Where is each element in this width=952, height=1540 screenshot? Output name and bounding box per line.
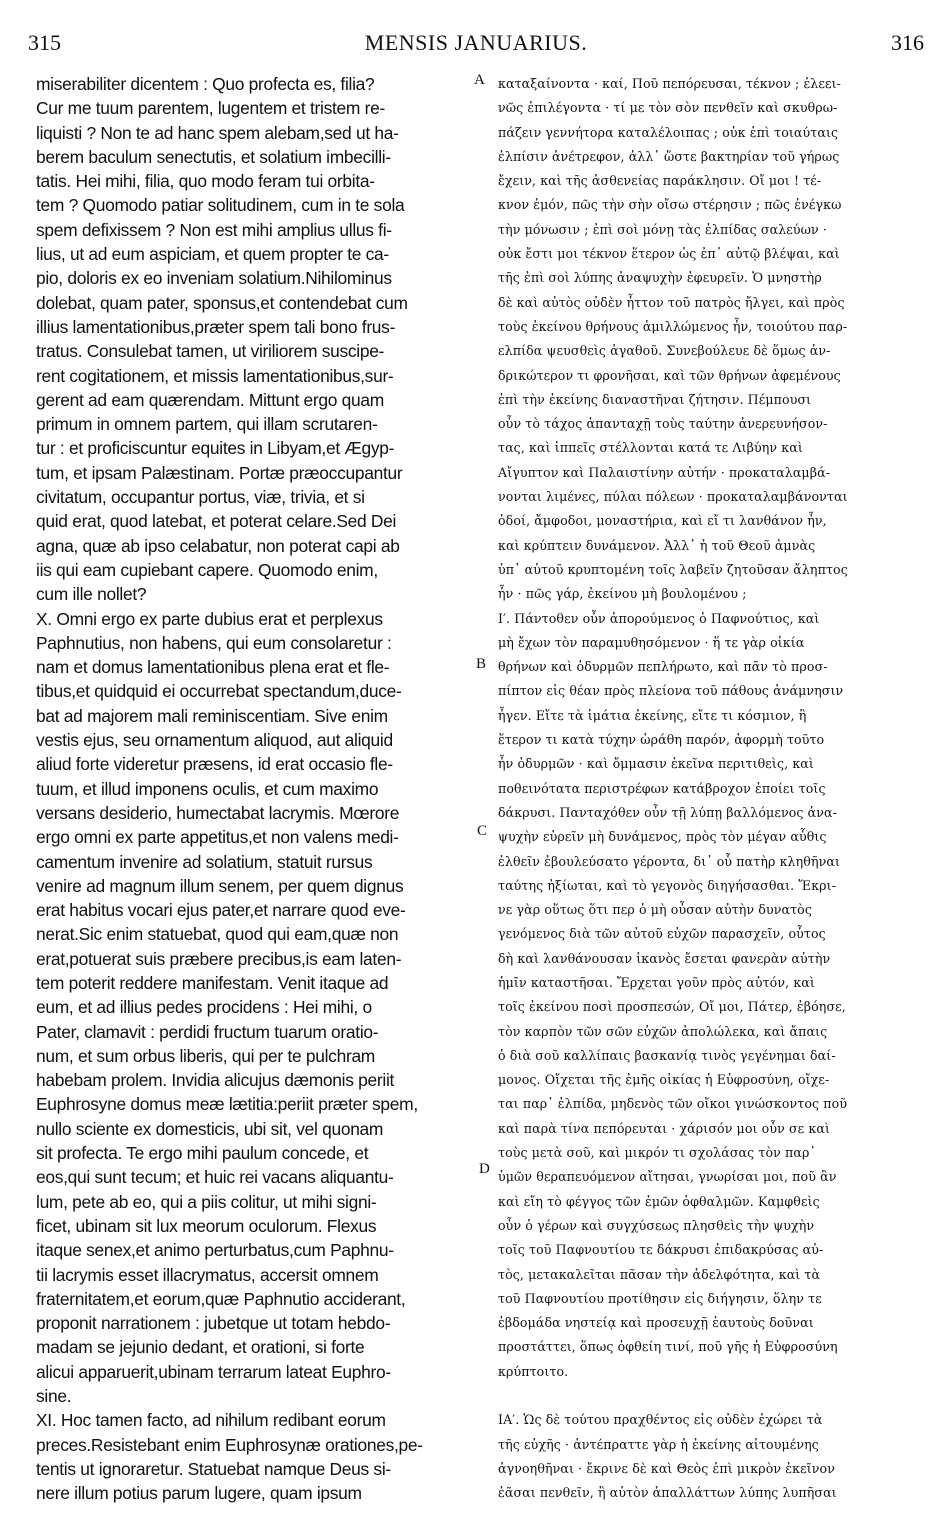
latin-text-line: lius, ut ad eum aspiciam, et quem propter te ca- xyxy=(36,244,389,265)
latin-text-line: fraternitatem,et eorum,quæ Paphnutio acciderant, xyxy=(36,1288,406,1309)
latin-text-line: agna, quæ ab ipso celabatur, non poterat capi ab xyxy=(36,535,400,556)
latin-text-line: cum ille nollet? xyxy=(36,584,147,605)
greek-text-line: τοὺς ἐκείνου θρήνους ἁμιλλώμενος ἦν, τοιούτου παρ- xyxy=(498,318,848,334)
section-marker-b: B xyxy=(476,656,487,672)
greek-text-line xyxy=(498,1384,924,1408)
latin-text-line: tatis. Hei mihi, filia, quo modo feram tui orbita- xyxy=(36,171,375,192)
page-number-left: 315 xyxy=(28,30,61,55)
greek-text-line: τὸς, μετακαλεῖται πᾶσαν τὴν ἀδελφότητα, καὶ τὰ xyxy=(498,1266,821,1282)
latin-text-line: erat habitus vocari ejus pater,et narrare quod eve- xyxy=(36,900,406,921)
greek-text-line: καὶ κρύπτειν δυνάμενον. Ἀλλ᾽ ἡ τοῦ Θεοῦ ἀμνὰς xyxy=(498,537,816,553)
latin-column xyxy=(36,72,473,1506)
latin-text-line: nam et domus lamentationibus plena erat et fle- xyxy=(36,657,390,678)
greek-text-line: τοῖς τοῦ Παφνουτίου τε δάκρυσι ἐπιδακρύσας αὐ- xyxy=(498,1242,824,1258)
greek-text-line: ἐᾶσαι πενθεῖν, ἢ αὐτὸν ἀπαλλάττων λύπης λυπῆσαι xyxy=(498,1485,837,1501)
latin-text-line: madam se jejunio dedant, et orationi, si forte xyxy=(36,1337,365,1358)
latin-text-line: itaque senex,et animo perturbatus,cum Paphnu- xyxy=(36,1240,394,1261)
greek-text-line: δὴ καὶ λανθάνουσαν ἱκανὸς ἔσεται φανερὰν αὐτὴν xyxy=(498,950,831,966)
greek-text-line: καὶ παρὰ τίνα πεπόρευται · χάρισόν μοι οὖν σε καὶ xyxy=(498,1120,830,1136)
latin-text-line: miserabiliter dicentem : Quo profecta es, filia? xyxy=(36,74,375,94)
latin-text-line: primum in omnem partem, qui illam scrutaren- xyxy=(36,414,378,435)
greek-text-line: ὑπ᾽ αὐτοῦ κρυπτομένη τοῖς λαβεῖν ζητοῦσαν ἄληπτος xyxy=(498,561,848,577)
greek-text-line: τῆς εὐχῆς · ἀντέπραττε γὰρ ἡ ἐκείνης αἰτουμένης xyxy=(498,1436,819,1452)
latin-text-line: alicui apparuerit,ubinam terrarum lateat Euphro- xyxy=(36,1361,391,1382)
greek-text-line: καταξαίνοντα · καί, Ποῦ πεπόρευσαι, τέκνον ; ἐλεει- xyxy=(498,76,842,91)
greek-text-line: ἦν · πῶς γάρ, ἐκείνου μὴ βουλομένου ; xyxy=(498,586,747,602)
greek-text-line: νονται λιμένες, πύλαι πόλεων · προκαταλαμβάνονται xyxy=(498,489,848,505)
latin-text-line: tratus. Consulebat tamen, ut viriliorem suscipe- xyxy=(36,341,385,362)
latin-text-line: tem poterit reddere manifestam. Venit itaque ad xyxy=(36,972,389,993)
greek-text-line: ἑβδομάδα νηστείᾳ καὶ προσευχῇ ἑαυτοὺς δοῦναι xyxy=(498,1315,814,1331)
latin-text-line: Paphnutius, non habens, qui eum consolaretur : xyxy=(36,632,392,653)
latin-text-line: nere illum potius parum lugere, quam ipsum xyxy=(36,1483,362,1504)
latin-text-line: venire ad magnum illum senem, per quem dignus xyxy=(36,875,404,896)
latin-text-line: civitatum, occupantur portus, viæ, trivia, et si xyxy=(36,487,365,508)
greek-text-line: μὴ ἔχων τὸν παραμυθησόμενον · ἥ τε γὰρ οἰκία xyxy=(498,634,805,650)
greek-text-line: Ι′. Πάντοθεν οὖν ἀπορούμενος ὁ Παφνούτιος, καὶ xyxy=(498,610,820,626)
greek-text-line: καὶ εἴη τὸ φέγγος τῶν ἐμῶν ὀφθαλμῶν. Καμφθεὶς xyxy=(498,1193,820,1209)
latin-text-line: tur : et proficiscuntur equites in Libyam,et Ægyp- xyxy=(36,438,395,459)
greek-text-line: ὑμῶν θεραπευόμενον αἴτησαι, γνωρίσαι μοι, ποῦ ἂν xyxy=(498,1169,837,1185)
greek-text-line: τῆς ἐπὶ σοὶ λύπης ἀναψυχὴν ἐφευρεῖν. Ὁ μνηστὴρ xyxy=(498,270,822,286)
latin-text-line: eos,qui sunt tecum; et huic rei vacans aliquantu- xyxy=(36,1167,394,1188)
page-number-right: 316 xyxy=(891,30,924,55)
greek-text-line: ἕτερον τι κατὰ τύχην ὡράθη παρόν, ἀφορμὴ τοῦτο xyxy=(498,732,825,748)
greek-text-line: τὸν καρπὸν τῶν σῶν εὐχῶν ἀπολώλεκα, καὶ ἄπαις xyxy=(498,1023,828,1039)
latin-text-line: proponit narrationem : jubetque ut totam hebdo- xyxy=(36,1313,391,1334)
greek-text-line: κνον ἐμόν, πῶς τὴν σὴν οἴσω στέρησιν ; πῶς ἐνέγκω xyxy=(498,197,842,213)
greek-text-line: ὁ διὰ σοῦ καλλίπαις βασκανίᾳ τινὸς γεγένημαι δαί- xyxy=(498,1047,836,1063)
latin-text-line: nullo sciente ex domesticis, ubi sit, vel quonam xyxy=(36,1118,384,1139)
greek-text-line: μονος. Οἴχεται τῆς ἐμῆς οἰκίας ἡ Εὐφροσύνη, οἴχε- xyxy=(498,1072,830,1088)
latin-text-line: camentum invenire ad solatium, statuit rursus xyxy=(36,851,373,872)
latin-text-line: sit profecta. Te ergo mihi paulum concede, et xyxy=(36,1143,369,1164)
latin-text-line: rent cogitationem, et missis lamentationibus,sur- xyxy=(36,365,394,386)
greek-text-line: τας, καὶ ἱππεῖς στέλλονται κατά τε Λιβύην καὶ xyxy=(498,440,803,456)
latin-text-line: erat,potuerat suis præbere precibus,is eam laten- xyxy=(36,948,402,969)
latin-text-line: pio, doloris ex eo inveniam solatium.Nihilominus xyxy=(36,268,392,289)
latin-text-line: tibus,et quidquid ei occurrebat spectandum,duce- xyxy=(36,681,402,702)
greek-text-line: ται παρ᾽ ἐλπίδα, μηδενὸς τῶν οἴκοι γινώσκοντος ποῦ xyxy=(498,1096,848,1112)
greek-text-line: τὴν μόνωσιν ; ἐπὶ σοὶ μόνῃ τὰς ἐλπίδας σαλεύων · xyxy=(498,221,827,237)
greek-text-line: τοὺς μετὰ σοῦ, καὶ μικρόν τι σχολάσας τὸν παρ᾽ xyxy=(498,1145,816,1161)
greek-text-line: πίπτον εἰς θέαν πρὸς πλείονα τοῦ πάθους ἀνάμνησιν xyxy=(498,683,844,699)
latin-text-line: nerat.Sic enim statuebat, quod qui eam,quæ non xyxy=(36,924,399,945)
latin-text-line: tum, et ipsam Palæstinam. Portæ præoccupantur xyxy=(36,462,403,483)
section-marker-d: D xyxy=(479,1161,490,1177)
latin-text-line: XI. Hoc tamen facto, ad nihilum redibant eorum xyxy=(36,1410,386,1431)
greek-text-line: νῶς ἐπιλέγοντα · τί με τὸν σὸν πενθεῖν καὶ σκυθρω- xyxy=(498,100,838,116)
latin-text-line: eum, et ad illius pedes procidens : Hei mihi, o xyxy=(36,997,372,1018)
latin-text-line: X. Omni ergo ex parte dubius erat et perplexus xyxy=(36,608,383,629)
latin-text-line: liquisti ? Non te ad hanc spem alebam,sed ut ha- xyxy=(36,122,399,143)
section-marker-a: A xyxy=(474,72,485,88)
greek-text-line: ἦν ὀδυρμῶν · καὶ ὄμμασιν ἐκεῖνα περιτιθεὶς, καὶ xyxy=(498,756,814,772)
greek-text-line: ἀγνοηθῆναι · ἔκρινε δὲ καὶ Θεὸς ἐπὶ μικρὸν ἐκεῖνον xyxy=(498,1460,835,1476)
greek-text-line: δάκρυσι. Πανταχόθεν οὖν τῇ λύπῃ βαλλόμενος ἀνα- xyxy=(498,804,837,820)
latin-text-line: preces.Resistebant enim Euphrosynæ orationes,pe- xyxy=(36,1434,423,1455)
page-header xyxy=(28,30,924,60)
latin-text-line: sine. xyxy=(36,1386,72,1407)
latin-text-line: vestis ejus, seu ornamentum aliquod, aut aliquid xyxy=(36,730,393,751)
latin-text-line: habebam prolem. Invidia alicujus dæmonis periit xyxy=(36,1070,395,1091)
latin-text-line: illius lamentationibus,præter spem tali bono frus- xyxy=(36,316,396,337)
greek-text-line: οὐκ ἔστι μοι τέκνον ἕτερον ὡς ἐπ᾽ αὐτῷ βλέψαι, καὶ xyxy=(498,246,840,262)
latin-text-line: dolebat, quam pater, sponsus,et contendebat cum xyxy=(36,292,408,313)
latin-text-line: tuum, et illud imponens oculis, et cum maximo xyxy=(36,778,379,799)
greek-text-line: ἐλπίσιν ἀνέτρεφον, ἀλλ᾽ ὥστε βακτηρίαν τοῦ γήρως xyxy=(498,148,840,164)
latin-text-line: iis qui eam cupiebant capere. Quomodo enim, xyxy=(36,559,378,580)
latin-text-line: Euphrosyne domus meæ lætitia:periit præter spem, xyxy=(36,1094,418,1115)
greek-text-line: θρήνων καὶ ὀδυρμῶν πεπλήρωτο, καὶ πᾶν τὸ προσ- xyxy=(498,659,828,675)
latin-text-line: ergo omni ex parte appetitus,et non valens medi- xyxy=(36,827,399,848)
latin-text-line: num, et sum orbus liberis, qui per te pulchram xyxy=(36,1045,375,1066)
greek-text-line: γενόμενος διὰ τῶν αὐτοῦ εὐχῶν παρασχεῖν, οὗτος xyxy=(498,926,826,942)
greek-text-line: ἐπὶ τὴν ἐκείνης διαναστῆναι ζήτησιν. Πέμπουσι xyxy=(498,391,812,407)
greek-text-line: ἔχειν, καὶ τῆς ἀσθενείας παράκλησιν. Οἴ μοι ! τέ- xyxy=(498,173,822,189)
greek-text-line: οὖν ὁ γέρων καὶ συγχύσεως πλησθεὶς τὴν ψυχὴν xyxy=(498,1217,815,1233)
greek-text-line: πάζειν γεννήτορα καταλέλοιπας ; οὐκ ἐπὶ τοιαύταις xyxy=(498,124,839,140)
latin-text-line: spem defixissem ? Non est mihi amplius ullus fi- xyxy=(36,219,392,240)
latin-text-line: gerent ad eam quærendam. Mittunt ergo quam xyxy=(36,389,384,410)
greek-text-line: ψυχὴν εὑρεῖν μὴ δυνάμενος, πρὸς τὸν μέγαν αὖθις xyxy=(498,829,827,845)
greek-text-line: ελπίδα ψευσθεὶς ἀγαθοῦ. Συνεβούλευε δὲ ὅμως ἀν- xyxy=(498,343,831,359)
greek-text-line: οὖν τὸ τάχος ἁπανταχῇ τοὺς ταύτην ἀνερευνήσον- xyxy=(498,416,828,432)
greek-text-line: κρύπτοιτο. xyxy=(498,1363,569,1379)
latin-text-line: tentis ut ignoraretur. Statuebat namque Deus si- xyxy=(36,1458,391,1479)
latin-text-line: ficet, ubinam sit lux meorum oculorum. Flexus xyxy=(36,1215,377,1236)
latin-text-line: versans desiderio, humectabat lacrymis. Mœrore xyxy=(36,802,400,823)
latin-text-line: quid erat, quod latebat, et poterat celare.Sed Dei xyxy=(36,511,397,532)
greek-text-line: ποθεινότατα περιστρέφων κατάβροχον ἐποίει τοῖς xyxy=(498,780,826,796)
greek-text-line: Αἴγυπτον καὶ Παλαιστίνην αὐτήν · προκαταλαμβά- xyxy=(498,464,831,480)
greek-text-line: ὁδοί, ἄμφοδοι, μοναστήρια, καὶ εἴ τι λανθάνον ἦν, xyxy=(498,513,827,529)
latin-text-line: bat ad majorem mali reminiscentiam. Sive enim xyxy=(36,705,388,726)
greek-text-line: προστάττει, ὅπως ὀφθείη τινί, ποῦ γῆς ἡ Εὐφροσύνη xyxy=(498,1339,838,1355)
greek-text-line: ταύτης ἠξίωται, καὶ τὸ γεγονὸς διηγήσασθαι. Ἔκρι- xyxy=(498,877,837,893)
running-title: MENSIS JANUARIUS. xyxy=(364,30,588,55)
latin-text-line: lum, pete ab eo, qui a piis colitur, ut mihi signi- xyxy=(36,1191,377,1212)
latin-text-line: Cur me tuum parentem, lugentem et tristem re- xyxy=(36,98,385,119)
latin-text-line: tem ? Quomodo patiar solitudinem, cum in te sola xyxy=(36,195,405,216)
greek-text-line: ἐλθεῖν ἐβουλεύσατο γέροντα, δι᾽ οὗ πατὴρ κληθῆναι xyxy=(498,853,840,869)
latin-text-line: aliud forte videretur præsens, id erat occasio fle- xyxy=(36,754,393,775)
greek-text-line: τοῖς ἐκείνου ποσὶ προσπεσών, Οἴ μοι, Πάτερ, ἐβόησε, xyxy=(498,999,846,1015)
greek-text-line: ἡμῖν καταστῆσαι. Ἔρχεται γοῦν πρὸς αὐτόν, καὶ xyxy=(498,974,815,990)
greek-text-line: τοῦ Παφνουτίου προτίθησιν εἰς διήγησιν, ὅλην τε xyxy=(498,1290,822,1306)
greek-text-line: ΙΑ′. Ὡς δὲ τούτου πραχθέντος εἰς οὐδὲν ἐχώρει τὰ xyxy=(498,1412,823,1428)
section-marker-c: C xyxy=(477,823,488,839)
greek-column xyxy=(498,72,924,1506)
latin-text-line: tii lacrymis esset illacrymatus, accersit omnem xyxy=(36,1264,379,1285)
latin-text-line: Pater, clamavit : perdidi fructum tuarum oratio- xyxy=(36,1021,379,1042)
greek-text-line: δὲ καὶ αὐτὸς οὐδὲν ἧττον τοῦ πατρὸς ἤλγει, καὶ πρὸς xyxy=(498,294,845,310)
latin-text-line: berem baculum senectutis, et solatium imbecilli- xyxy=(36,146,391,167)
greek-text-line: νε γὰρ οὕτως ὅτι περ ὁ μὴ οὖσαν αὐτὴν δυνατὸς xyxy=(498,902,812,918)
greek-text-line: ἦγεν. Εἴτε τὰ ἱμάτια ἐκείνης, εἴτε τι κόσμιον, ἢ xyxy=(498,707,807,723)
greek-text-line: δρικώτερον τι φρονῆσαι, καὶ τῶν θρήνων ἀφεμένους xyxy=(498,367,841,383)
